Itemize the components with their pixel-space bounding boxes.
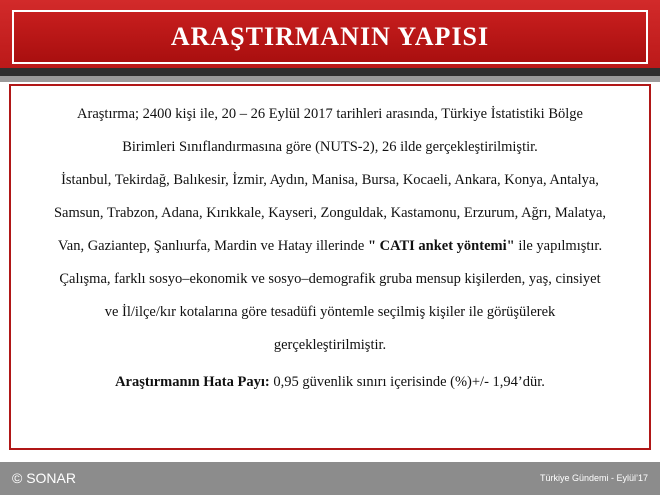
text-line: ve İl/ilçe/kır kotalarına göre tesadüfi yöntemle seçilmiş kişiler ile görüşülerek xyxy=(104,304,556,320)
footer-bar xyxy=(0,462,660,495)
paragraph-scope xyxy=(23,98,637,164)
text-line: Araştırma; 2400 kişi ile, 20 – 26 Eylül 2017 tarihleri arasında, Türkiye İstatistiki Bölge xyxy=(77,106,583,122)
text-line: ile yapılmıştır. xyxy=(514,238,603,254)
text-line: Birimleri Sınıflandırmasına göre (NUTS-2), 26 ilde gerçekleştirilmiştir. xyxy=(122,139,538,155)
slide-title: ARAŞTIRMANIN YAPISI xyxy=(170,22,490,51)
error-margin-value: 0,95 güvenlik sınırı içerisinde (%)+/- 1,94’dür. xyxy=(269,374,545,390)
brand-logo-text: © SONAR xyxy=(12,470,76,486)
text-line: gerçekleştirilmiştir. xyxy=(273,337,387,353)
footer-note: Türkiye Gündemi - Eylül’17 xyxy=(539,473,648,483)
paragraph-error-margin xyxy=(23,366,637,399)
content-box xyxy=(9,84,651,450)
text-line: İstanbul, Tekirdağ, Balıkesir, İzmir, Aydın, Manisa, Bursa, Kocaeli, Ankara, Konya, Antalya, xyxy=(61,172,599,188)
method-highlight: " CATI anket yöntemi" xyxy=(367,238,515,254)
text-line: Çalışma, farklı sosyo–ekonomik ve sosyo–demografik gruba mensup kişilerden, yaş, cinsiyet xyxy=(59,271,601,287)
title-box xyxy=(12,10,648,64)
text-line: Samsun, Trabzon, Adana, Kırıkkale, Kayseri, Zonguldak, Kastamonu, Erzurum, Ağrı, Malatya, xyxy=(53,205,607,221)
header-stripe-gray xyxy=(0,76,660,82)
text-line: Van, Gaziantep, Şanlıurfa, Mardin ve Hatay illerinde xyxy=(57,238,368,254)
paragraph-cities xyxy=(23,164,637,263)
header-stripe-dark xyxy=(0,68,660,76)
paragraph-sampling xyxy=(23,263,637,362)
error-margin-label: Araştırmanın Hata Payı: xyxy=(115,374,270,390)
